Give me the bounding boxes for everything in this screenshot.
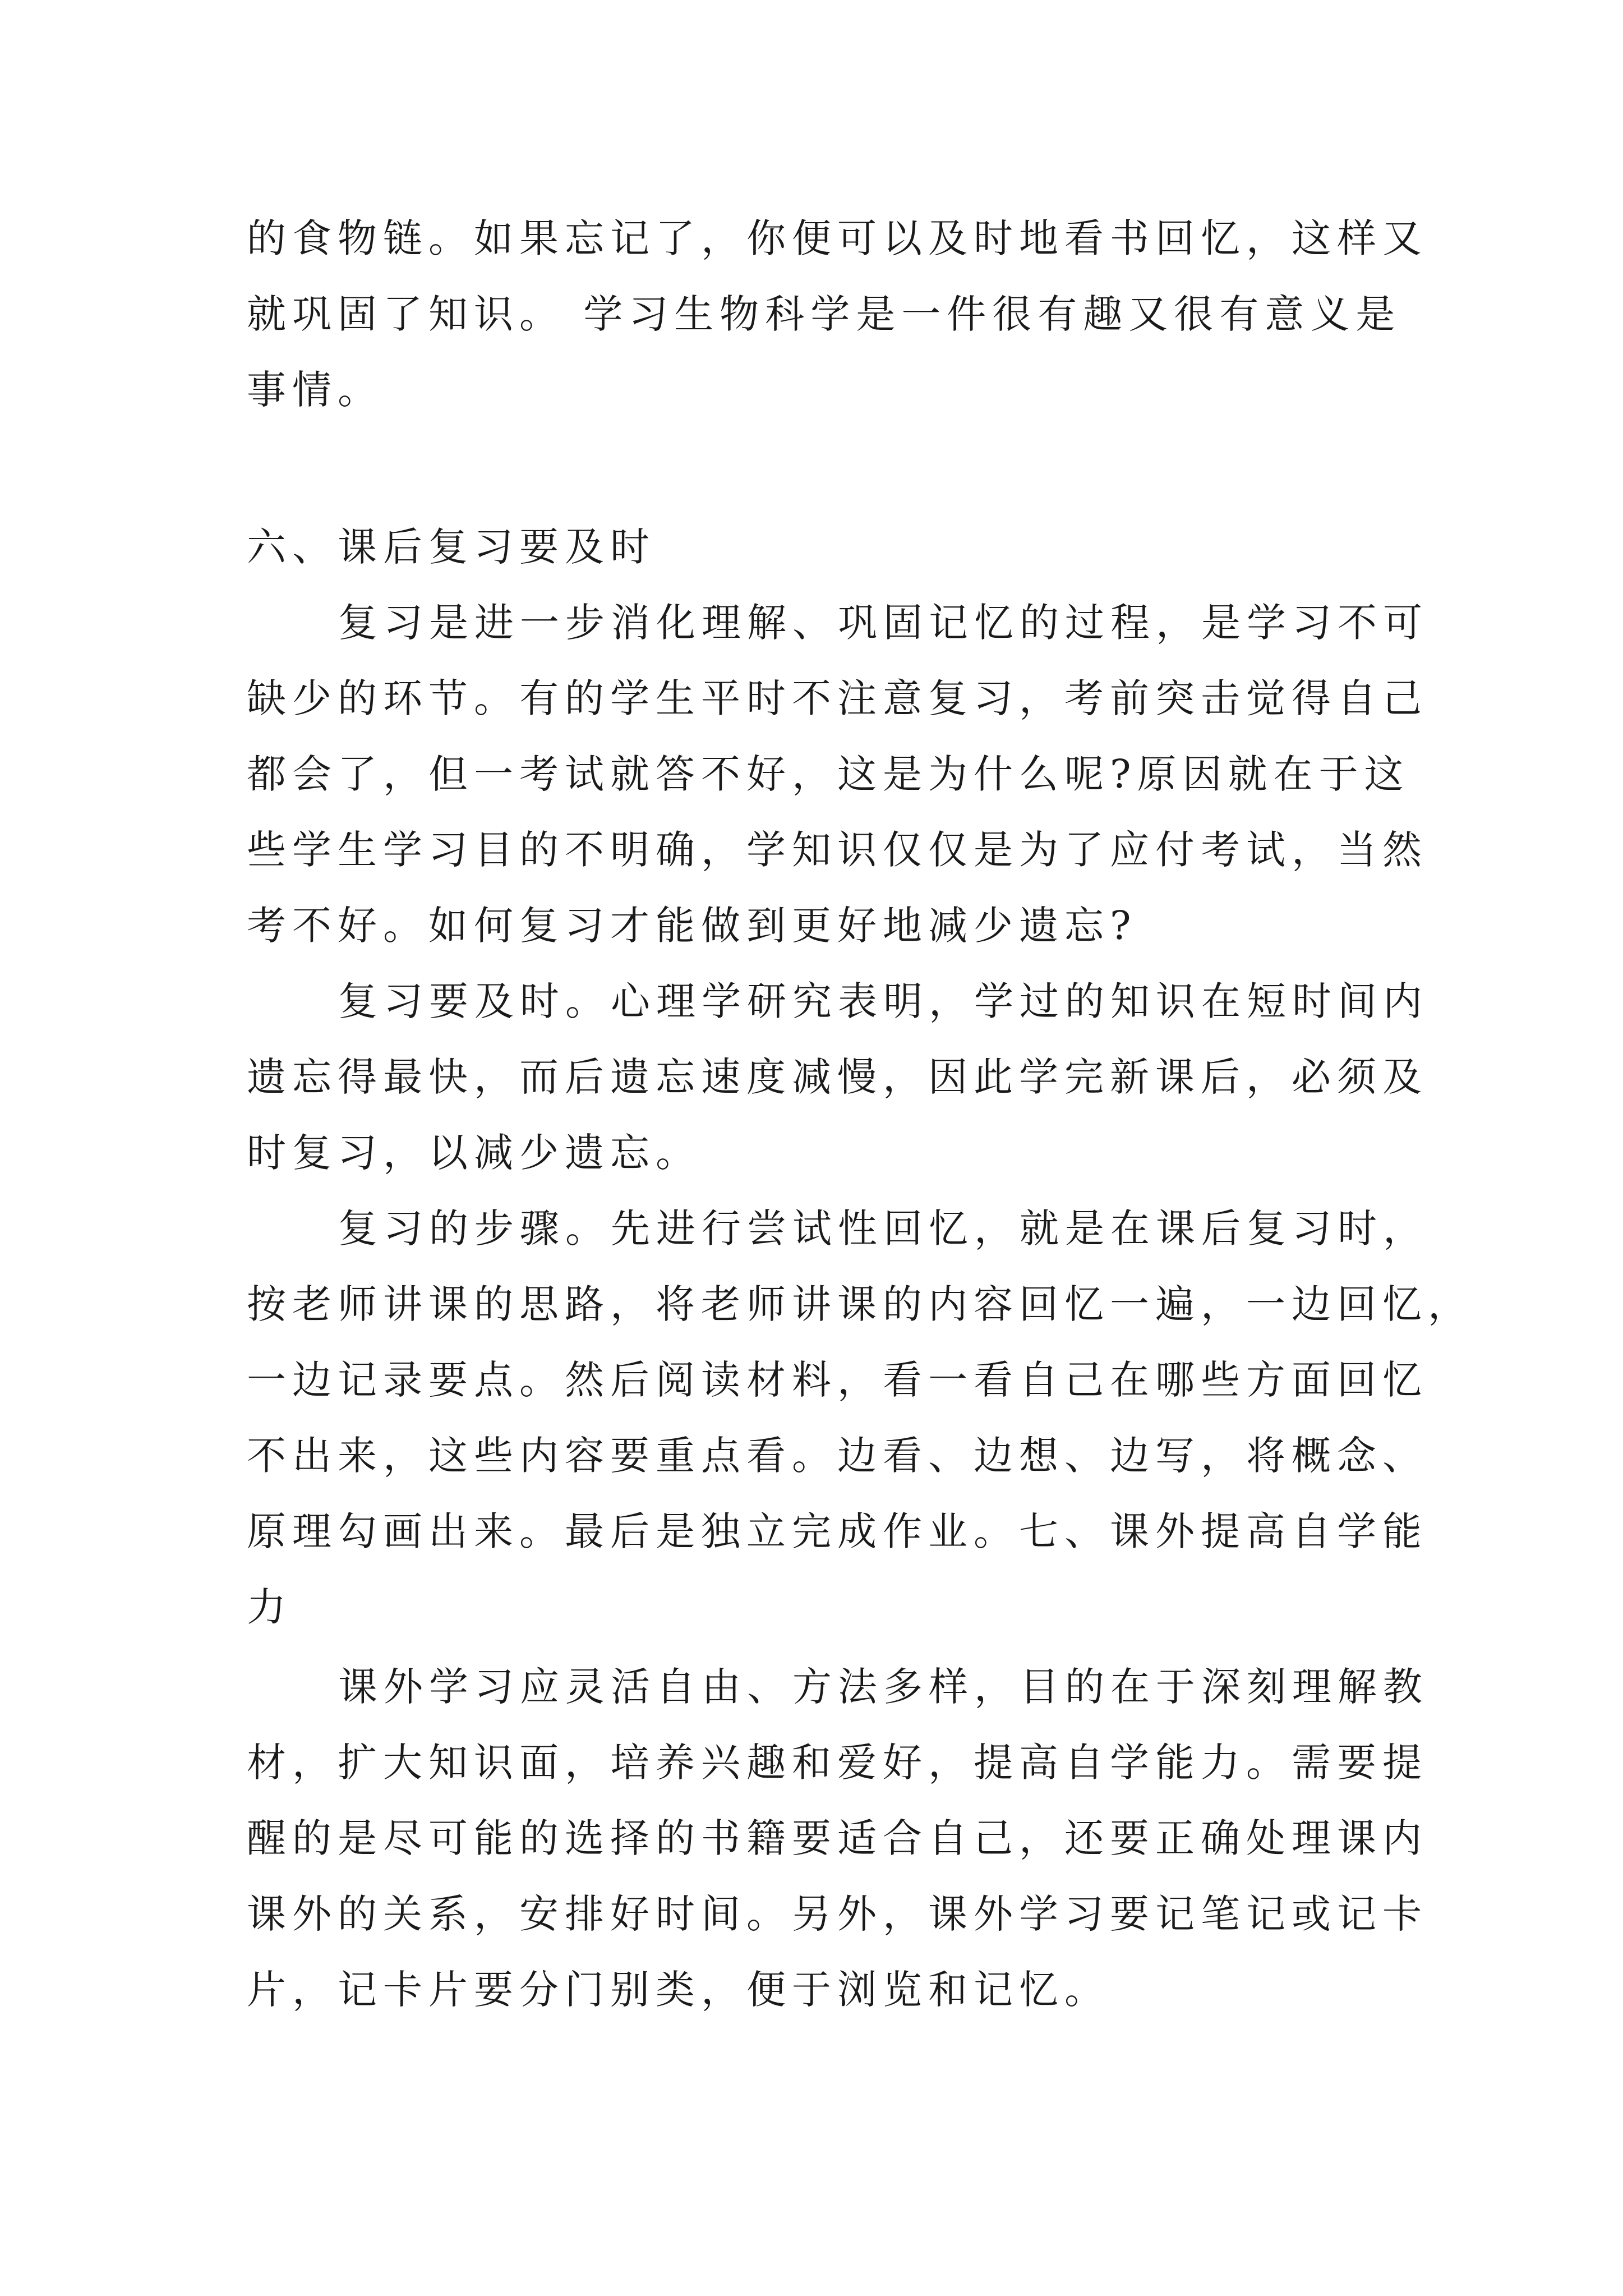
paragraph-1-line-2: 缺少的环节。有的学生平时不注意复习，考前突击觉得自己 bbox=[247, 675, 1428, 721]
intro-line-3: 事情。 bbox=[247, 367, 383, 413]
paragraph-4-line-5: 片，记卡片要分门别类，便于浏览和记忆。 bbox=[247, 1967, 1110, 2013]
paragraph-1-line-3: 都会了，但一考试就答不好，这是为什么呢?原因就在于这 bbox=[247, 751, 1410, 797]
paragraph-3-line-2: 按老师讲课的思路，将老师讲课的内容回忆一遍，一边回忆， bbox=[247, 1281, 1473, 1327]
paragraph-3-line-4: 不出来，这些内容要重点看。边看、边想、边写，将概念、 bbox=[247, 1433, 1428, 1479]
paragraph-4-line-2: 材，扩大知识面，培养兴趣和爱好，提高自学能力。需要提 bbox=[247, 1740, 1428, 1786]
paragraph-2-line-1: 复习要及时。心理学研究表明，学过的知识在短时间内 bbox=[338, 978, 1428, 1024]
paragraph-2-line-3: 时复习，以减少遗忘。 bbox=[247, 1130, 701, 1176]
paragraph-4-line-3: 醒的是尽可能的选择的书籍要适合自己，还要正确处理课内 bbox=[247, 1815, 1428, 1861]
intro-line-2: 就巩固了知识。 学习生物科学是一件很有趣又很有意义是 bbox=[247, 291, 1401, 337]
paragraph-4-line-4: 课外的关系，安排好时间。另外，课外学习要记笔记或记卡 bbox=[247, 1891, 1428, 1937]
paragraph-2-line-2: 遗忘得最快，而后遗忘速度减慢，因此学完新课后，必须及 bbox=[247, 1054, 1428, 1100]
paragraph-3-line-6: 力 bbox=[247, 1584, 292, 1630]
paragraph-1-line-1: 复习是进一步消化理解、巩固记忆的过程，是学习不可 bbox=[338, 600, 1428, 646]
paragraph-1-line-4: 些学生学习目的不明确，学知识仅仅是为了应付考试，当然 bbox=[247, 827, 1428, 873]
paragraph-4-line-1: 课外学习应灵活自由、方法多样，目的在于深刻理解教 bbox=[338, 1664, 1428, 1710]
paragraph-1-line-5: 考不好。如何复习才能做到更好地减少遗忘? bbox=[247, 903, 1137, 949]
paragraph-3-line-5: 原理勾画出来。最后是独立完成作业。七、课外提高自学能 bbox=[247, 1508, 1428, 1554]
section-six-heading: 六、课后复习要及时 bbox=[247, 524, 656, 570]
paragraph-3-line-1: 复习的步骤。先进行尝试性回忆，就是在课后复习时， bbox=[338, 1205, 1428, 1251]
paragraph-3-line-3: 一边记录要点。然后阅读材料，看一看自己在哪些方面回忆 bbox=[247, 1357, 1428, 1403]
intro-line-1: 的食物链。如果忘记了，你便可以及时地看书回忆，这样又 bbox=[247, 215, 1428, 261]
